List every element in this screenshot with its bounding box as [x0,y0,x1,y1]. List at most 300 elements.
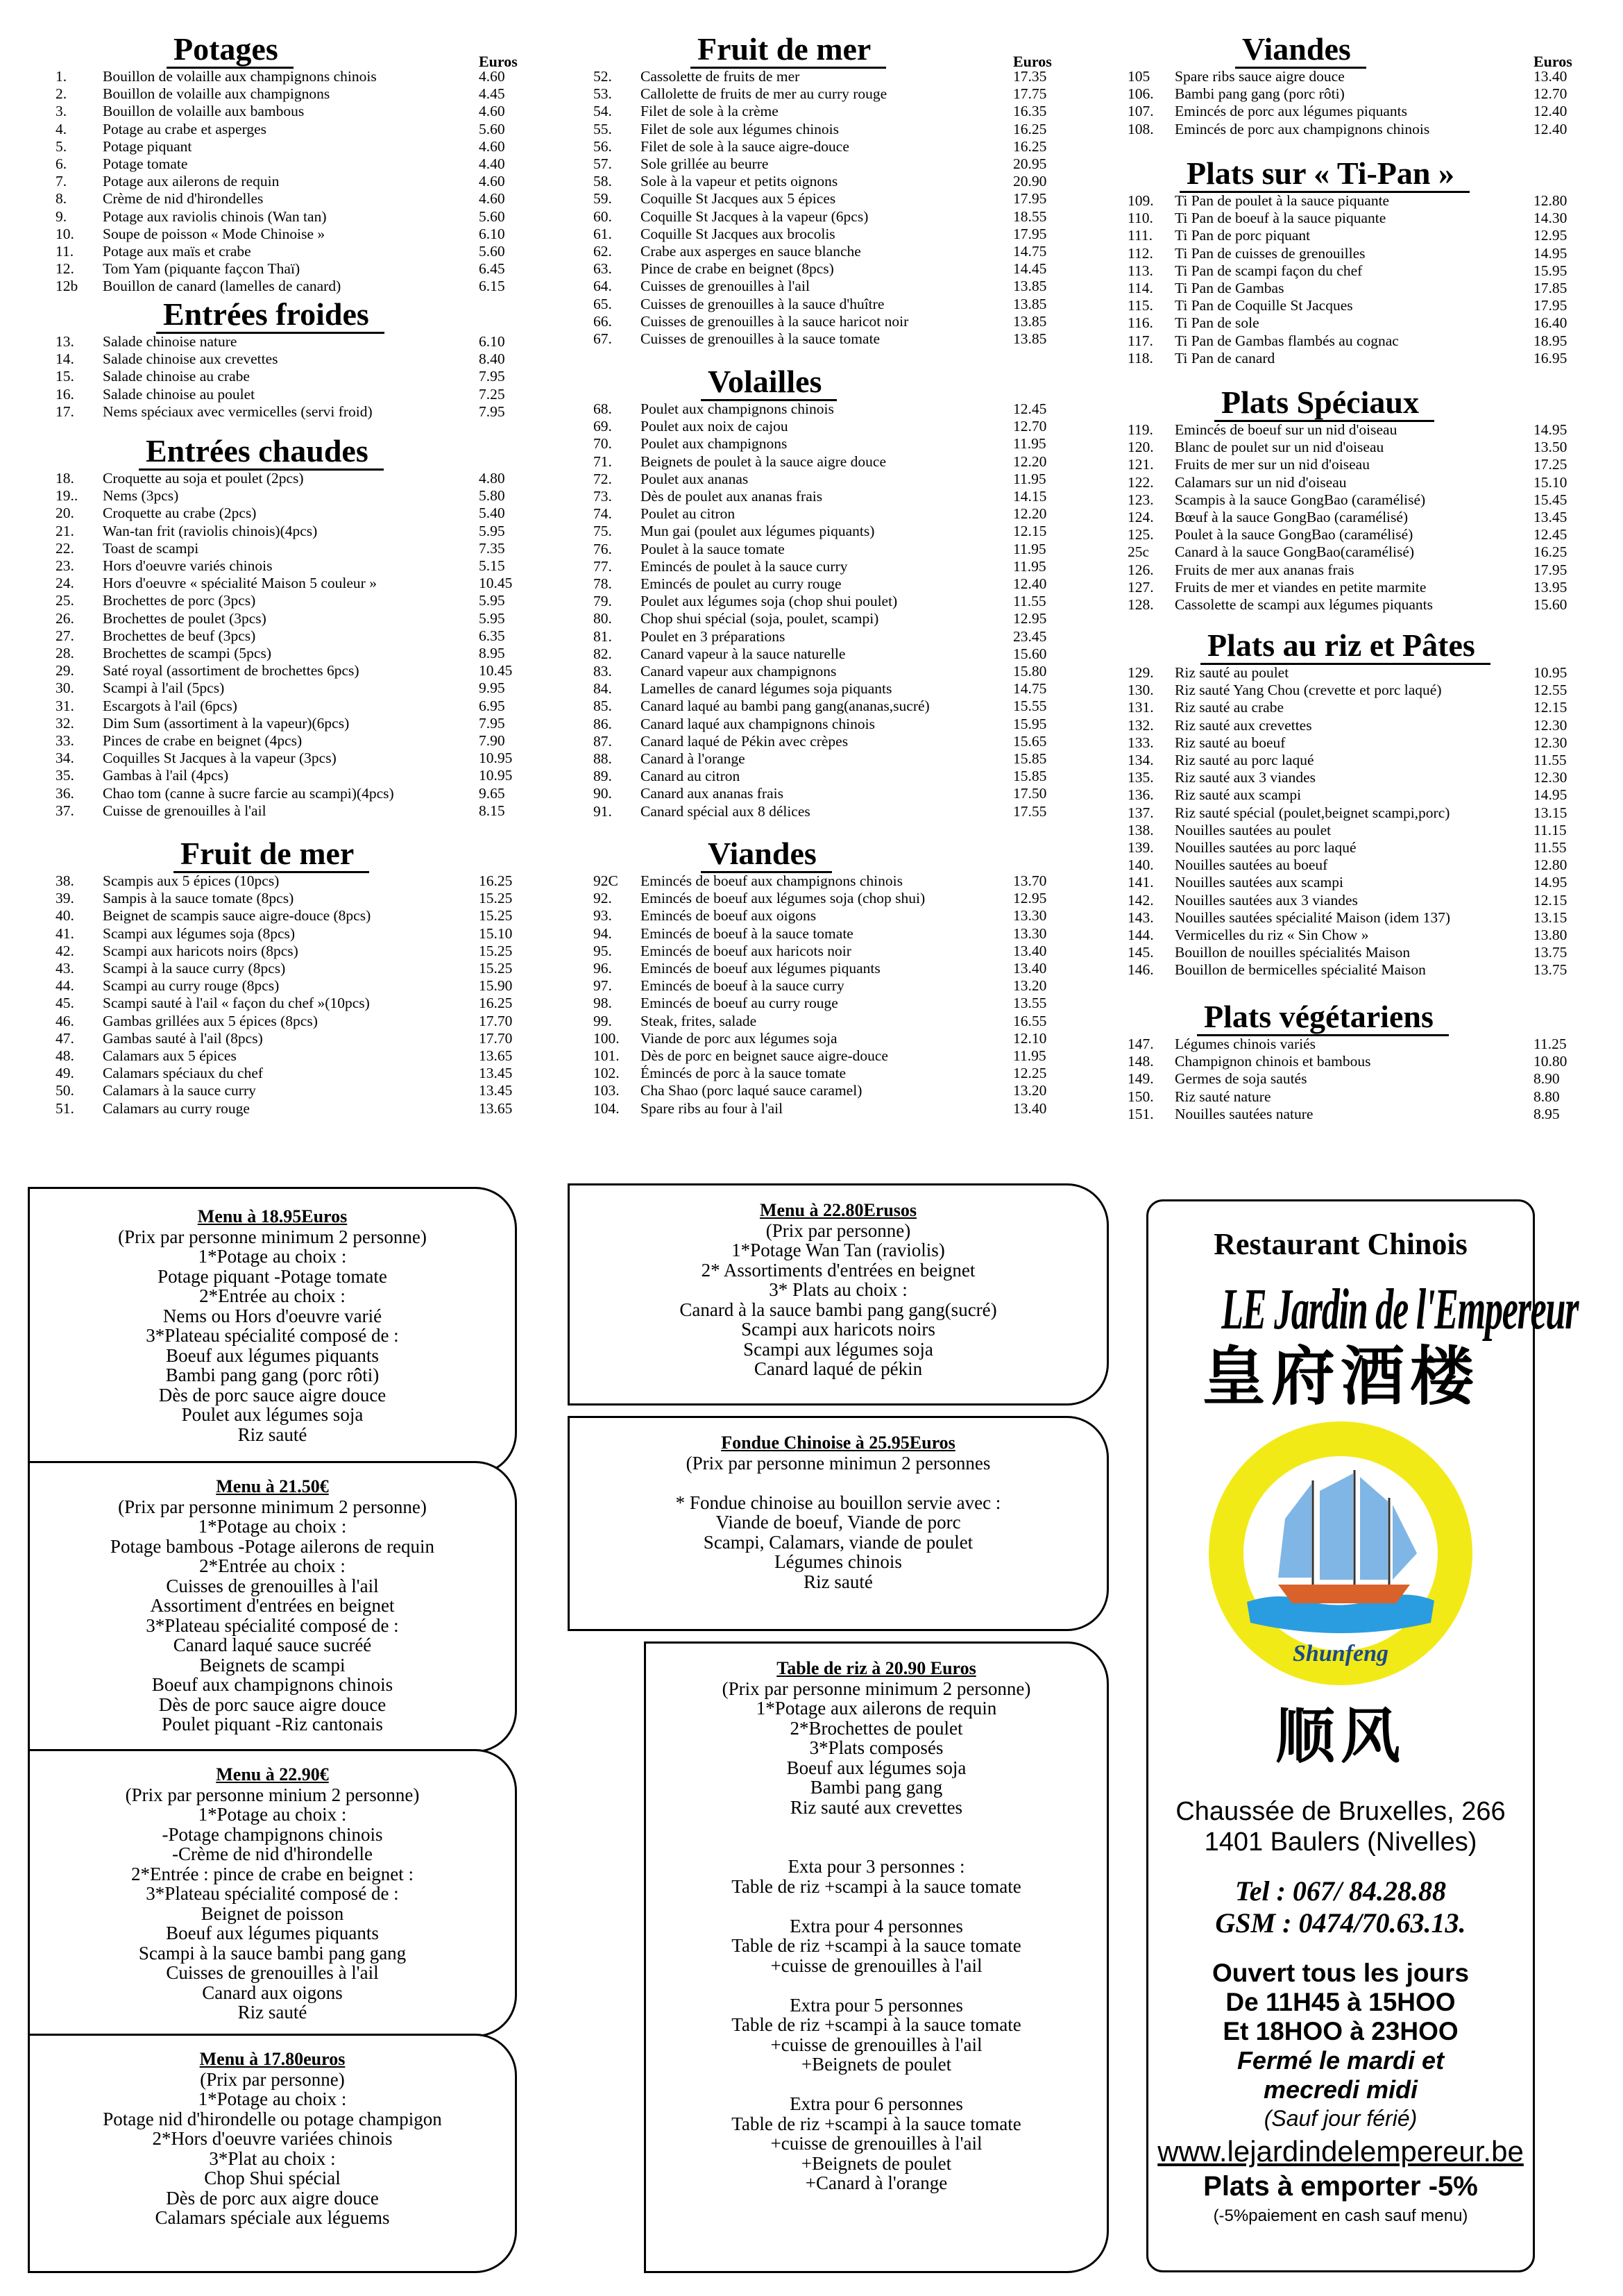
item-name: Coquilles St Jacques à la vapeur (3pcs) [103,750,337,767]
menu-item [56,155,527,173]
item-number: 105 [1128,68,1150,85]
item-price: 4.60 [479,190,505,208]
set-menu-line: Table de riz +scampi à la sauce tomate [731,1935,1021,1956]
menu-item [593,785,1065,802]
item-price: 4.80 [479,470,505,487]
item-price: 13.20 [1013,1082,1047,1099]
item-price: 4.60 [479,173,505,190]
item-name: Ti Pan de poulet à la sauce piquante [1175,192,1390,209]
item-number: 97. [593,977,612,995]
item-price: 4.40 [479,155,505,172]
set-menu-line: (Prix par personne minimum 2 personne) [118,1226,427,1247]
set-menu-line: Scampi aux haricots noirs [741,1319,935,1340]
item-number: 56. [593,137,612,155]
item-price: 16.40 [1533,314,1567,332]
item-price: 17.70 [479,1012,513,1029]
item-price: 15.60 [1533,596,1567,613]
set-menu-title: Menu à 17.80euros [199,2049,346,2069]
item-name: Tom Yam (piquante façcon Thaï) [103,260,300,278]
menu-item [56,333,527,351]
item-name: Canard à l'orange [640,750,745,767]
item-price: 12.10 [1013,1029,1047,1047]
item-number: 62. [593,243,612,260]
set-menu-line: Canard laqué de pékin [754,1358,923,1379]
item-number: 13. [56,333,74,350]
menu-item [593,558,1065,575]
item-number: 49. [56,1065,74,1082]
item-name: Légumes chinois variés [1175,1036,1316,1052]
menu-item [1128,543,1613,561]
set-menu-line: Chop Shui spécial [204,2168,341,2188]
menu-item [593,471,1065,488]
item-number: 134. [1128,752,1154,768]
item-price: 13.40 [1013,960,1047,977]
item-number: 11. [56,243,74,260]
item-number: 147. [1128,1036,1154,1052]
item-number: 69. [593,418,612,435]
item-price: 12.30 [1533,716,1567,734]
item-name: Riz sauté aux scampi [1175,786,1302,804]
menu-item [1128,314,1613,332]
set-menu-line: 2*Brochettes de poulet [790,1717,963,1739]
item-name: Riz sauté nature [1175,1088,1271,1105]
menu-item [1128,822,1613,839]
item-number: 130. [1128,682,1154,699]
section-title: Viandes [1235,32,1366,69]
item-name: Nouilles sautées au porc laqué [1175,839,1357,856]
menu-item [593,698,1065,715]
item-price: 13.15 [1533,804,1567,821]
item-number: 20. [56,505,74,522]
item-price: 17.70 [479,1029,513,1047]
holiday-exception: (Sauf jour férié) [1264,2106,1418,2131]
item-price: 11.95 [1013,1047,1046,1064]
item-number: 71. [593,453,612,470]
item-name: Nems (3pcs) [103,487,179,505]
item-name: Canard laqué de Pékin avec crèpes [640,732,849,750]
item-number: 112. [1128,244,1153,262]
menu-item [1128,786,1613,804]
menu-item [593,1065,1065,1082]
item-price: 13.95 [1533,578,1567,596]
item-number: 137. [1128,804,1154,821]
item-number: 28. [56,645,74,661]
menu-item [593,103,1065,120]
item-number: 144. [1128,927,1154,943]
item-name: Poulet aux champignons chinois [640,400,834,417]
item-name: Scampi sauté à l'ail « façon du chef »(10pcs) [103,995,370,1012]
item-price: 6.15 [479,278,505,295]
item-number: 128. [1128,596,1154,613]
item-number: 55. [593,120,612,137]
item-name: Bouillon de volaille aux champignons [103,85,330,103]
item-price: 15.80 [1013,663,1047,679]
item-price: 12.20 [1013,453,1047,470]
set-menu-line: Potage bambous -Potage ailerons de requin [110,1535,435,1557]
item-name: Filet de sole aux légumes chinois [640,120,840,137]
item-number: 80. [593,610,612,627]
item-price: 12.70 [1533,85,1567,103]
set-menu-line: Boeuf aux champignons chinois [151,1674,393,1695]
menu-item [1128,103,1613,120]
item-number: 73. [593,488,612,505]
item-number: 94. [593,925,612,942]
item-number: 35. [56,767,74,784]
menu-item [1128,596,1613,614]
item-price: 13.50 [1533,439,1567,456]
set-menu-line: +cuisse de grenouilles à l'ail [770,1955,983,1976]
menu-item [593,243,1065,260]
item-number: 53. [593,85,612,103]
item-price: 5.60 [479,243,505,260]
item-price: 8.80 [1533,1088,1560,1105]
menu-item [56,260,527,278]
item-name: Bœuf à la sauce GongBao (caramélisé) [1175,509,1409,525]
set-menu-line: Bambi pang gang (porc rôti) [165,1365,380,1385]
item-number: 138. [1128,821,1154,838]
menu-item [593,1047,1065,1065]
set-menu-line: Poulet aux légumes soja [181,1404,364,1425]
item-price: 12.40 [1533,120,1567,137]
item-name: Germes de soja sautés [1175,1070,1307,1088]
item-number: 124. [1128,509,1154,525]
item-number: 19.. [56,487,78,505]
item-price: 13.65 [479,1099,513,1117]
item-price: 13.80 [1533,927,1567,943]
item-price: 6.95 [479,697,505,714]
item-number: 81. [593,627,612,645]
item-number: 135. [1128,769,1154,786]
set-menu-box [28,1187,517,1475]
item-number: 48. [56,1047,74,1064]
set-menu-line: Canard aux oigons [202,1982,343,2003]
item-price: 12.70 [1013,418,1047,435]
item-name: Fruits de mer et viandes en petite marmite [1175,578,1427,596]
restaurant-heading: Restaurant Chinois [1214,1227,1468,1261]
menu-item [1128,734,1613,752]
set-menu-line: 3* Plats au choix : [769,1279,908,1300]
menu-item [56,890,527,907]
menu-item [56,505,527,522]
set-menu-box [28,1461,517,1753]
item-price: 11.95 [1013,540,1046,557]
item-name: Riz sauté au poulet [1175,664,1289,681]
item-name: Filet de sole à la sauce aigre-douce [640,137,849,155]
item-name: Scampis à la sauce GongBao (caramélisé) [1175,491,1426,508]
menu-item [1128,192,1613,210]
hours-line-3: Et 18HOO à 23HOO [1223,2017,1459,2045]
menu-item [593,750,1065,768]
item-number: 15. [56,368,74,385]
gsm: GSM : 0474/70.63.13. [1215,1907,1466,1939]
set-menu-line: (Prix par personne) [200,2068,345,2090]
section-title: Potages [167,32,294,69]
item-price: 12.95 [1013,890,1047,907]
item-price: 15.85 [1013,750,1047,767]
item-number: 43. [56,960,74,977]
item-name: Canard laqué au bambi pang gang(ananas,sucré) [640,698,930,715]
item-name: Poulet aux légumes soja (chop shui poulet) [640,593,898,610]
item-number: 44. [56,977,74,995]
menu-item [593,208,1065,226]
item-number: 141. [1128,874,1154,891]
section-title: Entrées chaudes [139,434,384,471]
item-name: Canard vapeur aux champignons [640,663,837,679]
item-price: 8.40 [479,351,505,368]
menu-item [56,698,527,715]
item-number: 40. [56,907,74,925]
item-number: 145. [1128,944,1154,961]
menu-item [593,138,1065,155]
set-menu-line: Extra pour 5 personnes [790,1994,963,2016]
set-menu-line: Dès de porc sauce aigre douce [158,1694,386,1715]
menu-item [56,995,527,1012]
item-number: 100. [593,1029,620,1047]
item-name: Bouillon de bermicelles spécialité Maison [1175,961,1426,979]
menu-item [593,260,1065,278]
item-name: Riz sauté spécial (poulet,beignet scampi,porc) [1175,804,1450,821]
menu-item [593,716,1065,733]
menu-item [593,505,1065,523]
item-number: 17. [56,403,74,420]
section-title: Plats végétariens [1197,999,1449,1036]
item-name: Dès de poulet aux ananas frais [640,488,823,505]
set-menu-line: -Crème de nid d'hirondelle [171,1843,373,1864]
item-name: Coquille St Jacques aux 5 épices [640,190,836,208]
menu-item [56,368,527,385]
menu-item [1128,68,1613,85]
item-number: 16. [56,385,74,403]
item-price: 4.60 [479,103,505,120]
menu-item [56,679,527,697]
menu-item [56,943,527,960]
item-name: Emincés de boeuf au curry rouge [640,995,838,1012]
item-number: 25. [56,592,74,609]
item-price: 16.25 [1533,543,1567,561]
item-name: Nouilles sautées aux scampi [1175,874,1344,891]
item-price: 14.95 [1533,244,1567,262]
menu-item [593,943,1065,960]
item-name: Potage aux ailerons de requin [103,173,280,190]
item-price: 10.45 [479,662,513,679]
set-menu-line: 3*Plateau spécialité composé de : [146,1325,399,1346]
item-name: Sole grillée au beurre [640,155,769,172]
menu-item [593,768,1065,785]
item-name: Riz sauté aux 3 viandes [1175,769,1316,786]
ship-hull [1278,1585,1410,1603]
menu-item [56,173,527,190]
item-price: 17.25 [1533,456,1567,473]
menu-item [56,470,527,487]
menu-item [593,278,1065,295]
item-price: 20.95 [1013,155,1047,172]
item-name: Sampis à la sauce tomate (8pcs) [103,890,294,907]
menu-item [593,733,1065,750]
menu-item [1128,769,1613,786]
item-name: Ti Pan de Gambas [1175,280,1284,296]
item-number: 63. [593,260,612,278]
item-price: 8.95 [1533,1105,1560,1122]
menu-item [593,435,1065,453]
set-menu-line: * Fondue chinoise au bouillon servie avec : [675,1492,1001,1513]
item-number: 132. [1128,716,1154,734]
menu-item [1128,509,1613,526]
item-name: Potage tomate [103,155,188,172]
menu-item [1128,332,1613,350]
item-number: 30. [56,679,74,697]
item-name: Lamelles de canard légumes soja piquants [640,680,892,698]
menu-item [593,85,1065,103]
item-name: Emincés de poulet à la sauce curry [640,557,848,575]
set-menu-line: Boeuf aux légumes piquants [166,1344,379,1366]
website-link[interactable]: www.lejardindelempereur.be [1157,2135,1524,2168]
item-price: 10.80 [1533,1053,1567,1070]
menu-item [593,1100,1065,1117]
item-price: 13.45 [1533,509,1567,525]
menu-item [1128,1070,1613,1088]
item-price: 13.85 [1013,295,1047,312]
item-name: Ti Pan de Coquille St Jacques [1175,297,1353,314]
item-name: Nouilles sautées nature [1175,1105,1314,1122]
item-name: Cuisse de grenouilles à l'ail [103,802,266,819]
address-line-2: 1401 Baulers (Nivelles) [1204,1827,1477,1857]
menu-item [56,575,527,592]
restaurant-name: LE Jardin de l'Empereur [1221,1277,1579,1342]
item-price: 11.25 [1533,1036,1567,1052]
item-price: 12.40 [1533,103,1567,120]
item-price: 12.95 [1533,227,1567,244]
menu-item [593,995,1065,1012]
item-number: 64. [593,278,612,295]
item-name: Gambas grillées aux 5 épices (8pcs) [103,1012,318,1029]
item-number: 140. [1128,856,1154,874]
set-menu-box [568,1416,1109,1631]
item-price: 7.25 [479,385,505,403]
item-number: 7. [56,173,67,190]
menu-item [56,523,527,540]
item-price: 13.85 [1013,330,1047,347]
menu-item [56,557,527,575]
item-price: 13.30 [1013,907,1047,925]
item-number: 9. [56,208,67,225]
item-name: Croquette au soja et poulet (2pcs) [103,470,304,487]
item-price: 16.25 [1013,120,1047,137]
set-menu-line: Beignet de poisson [201,1902,344,1924]
set-menu-title: Menu à 21.50€ [216,1476,329,1496]
item-price: 12.20 [1013,505,1047,523]
menu-item [56,1065,527,1082]
item-number: 108. [1128,120,1154,137]
set-menu-line: 2*Hors d'oeuvre variées chinois [152,2128,393,2149]
set-menu-line: Viande de boeuf, Viande de porc [715,1512,961,1533]
item-name: Hors d'oeuvre « spécialité Maison 5 couleur » [103,575,377,592]
section-title: Volailles [701,364,837,401]
menu-item [56,732,527,750]
menu-item [1128,474,1613,491]
item-name: Champignon chinois et bambous [1175,1053,1371,1070]
menu-item [593,663,1065,680]
menu-item [593,330,1065,348]
item-number: 83. [593,663,612,679]
item-name: Nouilles sautées au poulet [1175,821,1332,838]
euros-header: Euros [1013,53,1052,70]
item-price: 17.95 [1013,190,1047,208]
menu-item [56,627,527,645]
set-menu-line [646,1817,1107,1837]
set-menu-line: Nems ou Hors d'oeuvre varié [162,1305,382,1326]
menu-item [593,890,1065,907]
item-price: 15.95 [1533,262,1567,279]
item-price: 14.95 [1533,874,1567,891]
item-number: 111. [1128,227,1153,244]
item-price: 16.35 [1013,103,1047,120]
item-number: 50. [56,1082,74,1099]
telephone: Tel : 067/ 84.28.88 [1234,1875,1447,1907]
set-menu-line: 1*Potage au choix : [198,1246,347,1267]
item-number: 32. [56,714,74,732]
menu-item [56,610,527,627]
item-name: Beignet de scampis sauce aigre-douce (8pcs) [103,907,371,925]
menu-item [56,662,527,679]
set-menu-line: Légumes chinois [774,1551,902,1572]
item-price: 12.45 [1533,526,1567,543]
item-price: 6.45 [479,260,505,278]
set-menu-line: 1*Potage au choix : [198,1804,347,1825]
item-name: Gambas à l'ail (4pcs) [103,767,229,784]
item-number: 58. [593,173,612,190]
set-menu-line: 3*Plateau spécialité composé de : [146,1614,399,1636]
item-price: 15.25 [479,942,513,959]
item-number: 98. [593,995,612,1012]
set-menu-line: Cuisses de grenouilles à l'ail [166,1575,379,1596]
item-number: 75. [593,523,612,540]
item-number: 107. [1128,103,1154,120]
menu-item [56,190,527,208]
item-name: Salade chinoise au poulet [103,385,255,403]
menu-item [56,977,527,995]
set-menu-line: Beignets de scampi [199,1654,346,1675]
item-price: 12.45 [1013,400,1047,417]
item-price: 15.45 [1533,491,1567,508]
closing-days [1148,2046,1533,2104]
item-price: 14.95 [1533,421,1567,438]
address [1148,1796,1533,1857]
item-number: 3. [56,103,67,120]
set-menu-title: Table de riz à 20.90 Euros [776,1658,976,1678]
item-number: 5. [56,137,67,155]
item-price: 14.30 [1533,210,1567,227]
item-name: Emincés de porc aux légumes piquants [1175,103,1407,120]
set-menu-line: Scampi, Calamars, viande de poulet [703,1531,974,1553]
item-price: 18.95 [1533,332,1567,349]
item-name: Emincés de boeuf aux légumes piquants [640,960,881,977]
menu-item [56,1030,527,1047]
item-number: 109. [1128,192,1154,209]
item-name: Steak, frites, salade [640,1012,757,1029]
item-name: Bouillon de nouilles spécialités Maison [1175,944,1411,961]
menu-item [56,103,527,120]
menu-item [593,803,1065,820]
item-price: 7.35 [479,539,505,557]
menu-item [593,872,1065,890]
item-name: Ti Pan de sole [1175,314,1259,332]
item-number: 12b [56,278,78,295]
item-name: Spare ribs sauce aigre douce [1175,68,1345,85]
item-name: Chao tom (canne à sucre farcie au scampi)(4pcs) [103,784,394,802]
menu-item [593,680,1065,698]
item-number: 22. [56,539,74,557]
cash-note: (-5%paiement en cash sauf menu) [1213,2206,1468,2225]
